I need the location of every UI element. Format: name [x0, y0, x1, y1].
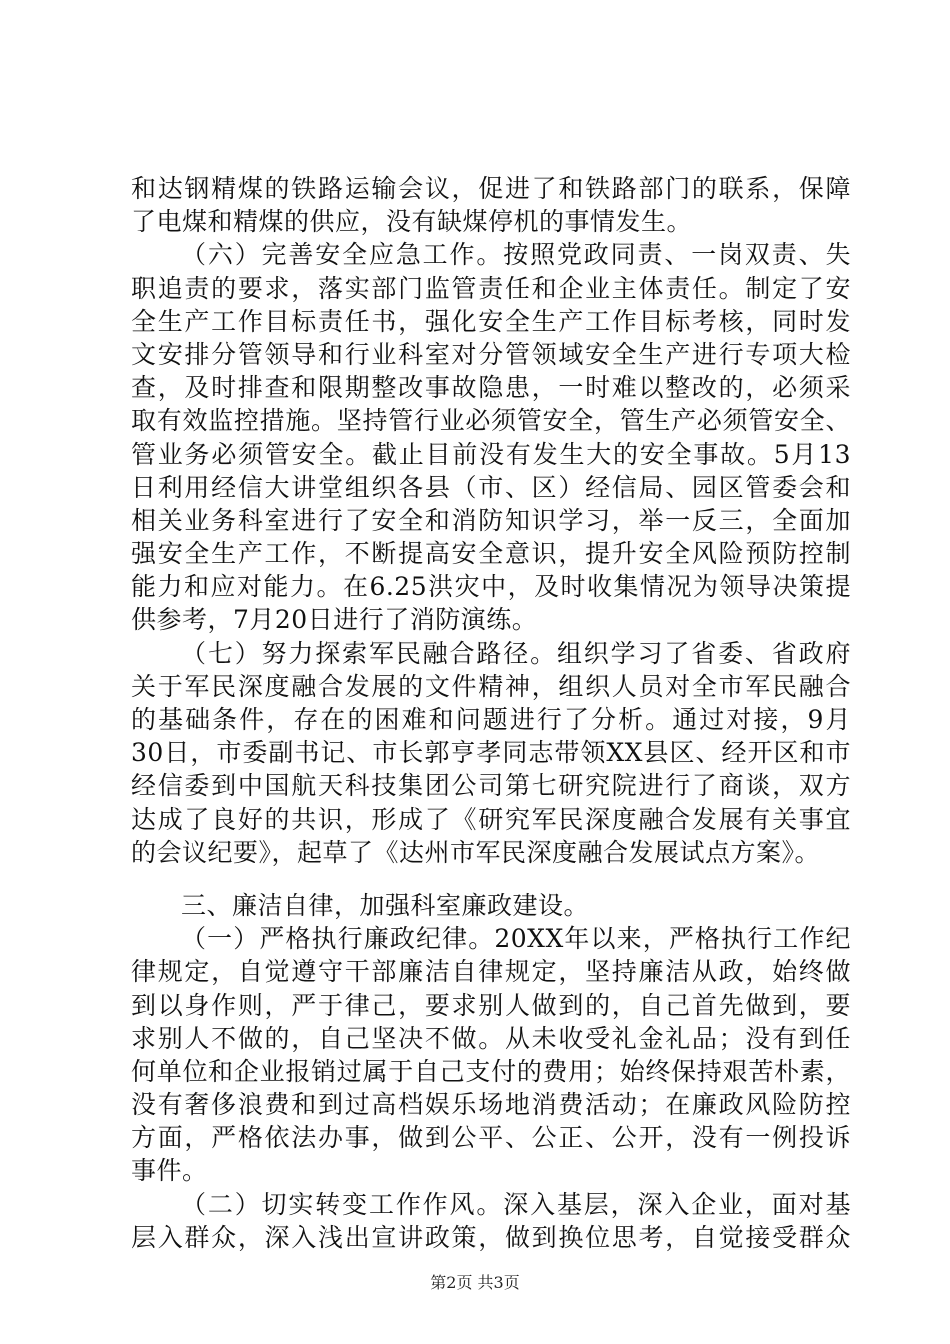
text-line: 事件。 [131, 1156, 208, 1186]
section-heading-line: （二）切实转变工作作风。深入基层，深入企业，面对基 [181, 1189, 851, 1219]
section-heading-line: （六）完善安全应急工作。按照党政同责、一岗双责、失 [181, 240, 851, 270]
page-footer [0, 1270, 950, 1293]
text-line: 律规定，自觉遵守干部廉洁自律规定，坚持廉洁从政，始终做 [131, 957, 851, 987]
text-line: 达成了良好的共识，形成了《研究军民深度融合发展有关事宜 [131, 804, 851, 834]
text-line: 查，及时排查和限期整改事故隐患，一时难以整改的，必须采 [131, 373, 851, 403]
text-line: 能力和应对能力。在6.25洪灾中，及时收集情况为领导决策提 [131, 572, 851, 602]
text-line: 文安排分管领导和行业科室对分管领域安全生产进行专项大检 [131, 339, 851, 369]
text-line: 何单位和企业报销过属于自己支付的费用；始终保持艰苦朴素， [131, 1056, 851, 1086]
section-heading-line: （七）努力探索军民融合路径。组织学习了省委、省政府 [181, 638, 851, 668]
page-number: 第2页 共3页 [430, 1273, 520, 1292]
text-line: 方面，严格依法办事，做到公平、公正、公开，没有一例投诉 [131, 1123, 851, 1153]
text-line: 了电煤和精煤的供应，没有缺煤停机的事情发生。 [131, 207, 693, 237]
document-body [131, 172, 851, 1254]
text-line: 供参考，7月20日进行了消防演练。 [131, 605, 538, 635]
text-line: 求别人不做的，自己坚决不做。从未收受礼金礼品；没有到任 [131, 1023, 851, 1053]
text-line: 的基础条件，存在的困难和问题进行了分析。通过对接，9月 [131, 705, 851, 734]
text-line: 的会议纪要》，起草了《达州市军民深度融合发展试点方案》。 [131, 837, 821, 867]
text-line: 管业务必须管安全。截止目前没有发生大的安全事故。5月13 [131, 439, 851, 469]
text-line: 到以身作则，严于律己，要求别人做到的，自己首先做到，要 [131, 990, 851, 1020]
text-line: 职追责的要求，落实部门监管责任和企业主体责任。制定了安 [131, 273, 851, 303]
text-line: 全生产工作目标责任书，强化安全生产工作目标考核，同时发 [131, 306, 851, 336]
text-line: 30日，市委副书记、市长郭亨孝同志带领XX县区、经开区和市 [131, 738, 851, 768]
text-line: 关于军民深度融合发展的文件精神，组织人员对全市军民融合 [131, 671, 851, 701]
text-line: 相关业务科室进行了安全和消防知识学习，举一反三，全面加 [131, 505, 851, 535]
text-line: 层入群众，深入浅出宣讲政策，做到换位思考，自觉接受群众 [131, 1222, 851, 1252]
text-line: 经信委到中国航天科技集团公司第七研究院进行了商谈，双方 [131, 771, 851, 801]
text-line: 和达钢精煤的铁路运输会议，促进了和铁路部门的联系，保障 [131, 174, 851, 203]
paragraph-gap [131, 869, 851, 889]
text-line: 日利用经信大讲堂组织各县（市、区）经信局、园区管委会和 [131, 472, 851, 502]
chapter-heading: 三、廉洁自律，加强科室廉政建设。 [181, 890, 590, 920]
text-line: 取有效监控措施。坚持管行业必须管安全，管生产必须管安全、 [131, 406, 851, 436]
text-line: 强安全生产工作，不断提高安全意识，提升安全风险预防控制 [131, 539, 851, 569]
section-heading-line: （一）严格执行廉政纪律。20XX年以来，严格执行工作纪 [181, 924, 851, 954]
text-line: 没有奢侈浪费和到过高档娱乐场地消费活动；在廉政风险防控 [131, 1090, 851, 1120]
